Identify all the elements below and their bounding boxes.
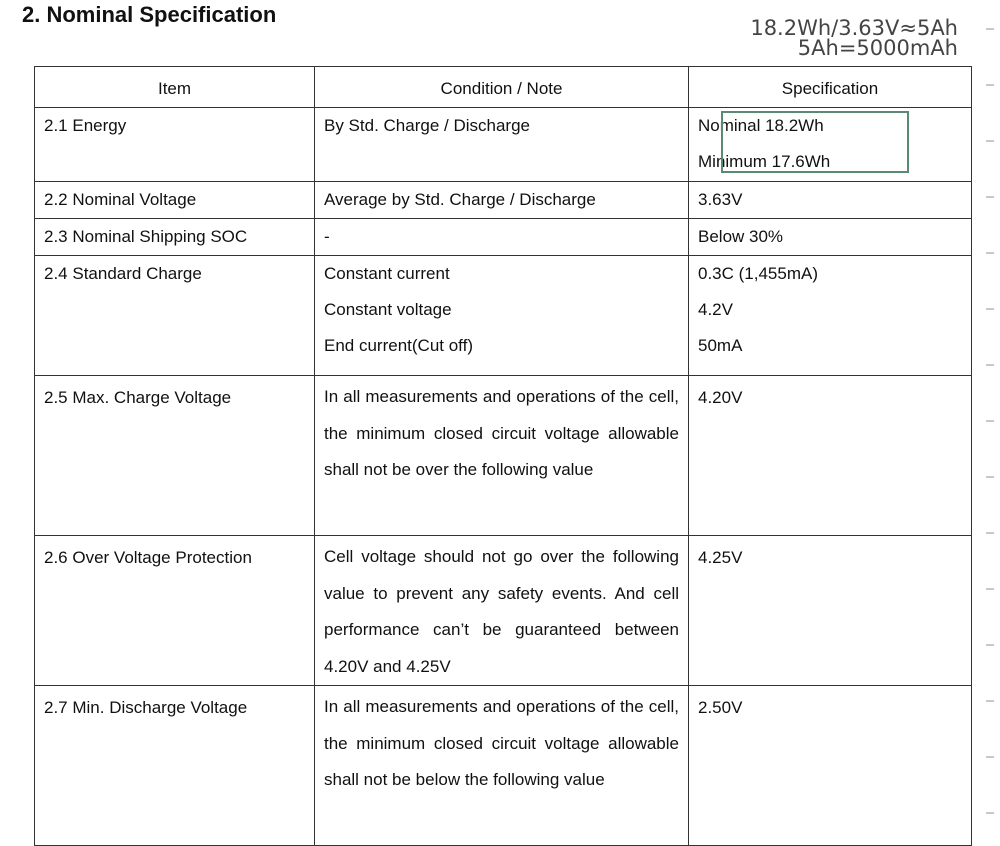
nominal-spec-table	[34, 66, 972, 846]
table-row	[35, 108, 972, 182]
table-row	[35, 536, 972, 686]
item-cell	[35, 108, 315, 182]
condition-cell	[315, 536, 689, 686]
condition-text: Constant current	[324, 264, 450, 283]
spec-value: 4.20V	[698, 388, 743, 407]
condition-paragraph: In all measurements and operations of the cell, the minimum closed circuit voltage allowable shall not be below the following value	[324, 697, 679, 789]
item-label: 2.2 Nominal Voltage	[44, 190, 197, 209]
specification-cell	[689, 256, 972, 376]
handwritten-annotation	[750, 18, 958, 58]
item-cell	[35, 256, 315, 376]
header-item: Item	[35, 67, 315, 108]
spec-value: 4.2V	[698, 300, 733, 319]
condition-cell	[315, 256, 689, 376]
condition-cell	[315, 686, 689, 846]
item-label: 2.4 Standard Charge	[44, 264, 202, 283]
item-cell	[35, 376, 315, 536]
table-row	[35, 256, 972, 376]
item-label: 2.3 Nominal Shipping SOC	[44, 227, 248, 246]
spec-value: 0.3C (1,455mA)	[698, 264, 818, 283]
table-row	[35, 219, 972, 256]
spec-value: 3.63V	[698, 190, 743, 209]
annotation-line-2: 5Ah=5000mAh	[797, 36, 958, 60]
spec-nominal: Nominal 18.2Wh	[698, 116, 824, 135]
item-label: 2.5 Max. Charge Voltage	[44, 388, 232, 407]
table-row	[35, 182, 972, 219]
specification-cell	[689, 108, 972, 182]
section-title: 2. Nominal Specification	[22, 2, 277, 27]
condition-cell	[315, 108, 689, 182]
item-cell	[35, 219, 315, 256]
spec-minimum: Minimum 17.6Wh	[698, 152, 831, 171]
condition-text: Constant voltage	[324, 300, 452, 319]
table-row	[35, 376, 972, 536]
header-condition: Condition / Note	[315, 67, 689, 108]
item-label: 2.1 Energy	[44, 116, 127, 135]
condition-cell	[315, 219, 689, 256]
item-label: 2.6 Over Voltage Protection	[44, 548, 252, 567]
spec-value: 2.50V	[698, 698, 743, 717]
condition-cell	[315, 182, 689, 219]
spec-value: 50mA	[698, 336, 743, 355]
condition-text: Average by Std. Charge / Discharge	[324, 190, 596, 209]
annotation-line-1: 18.2Wh/3.63V≈5Ah	[750, 16, 958, 40]
table-row	[35, 686, 972, 846]
condition-text: -	[324, 227, 330, 246]
scrollbar-track	[986, 20, 994, 839]
spec-value: Below 30%	[698, 227, 784, 246]
specification-cell	[689, 376, 972, 536]
condition-text: By Std. Charge / Discharge	[324, 116, 530, 135]
item-cell	[35, 536, 315, 686]
specification-cell	[689, 219, 972, 256]
table-header-row	[35, 67, 972, 108]
item-cell	[35, 182, 315, 219]
condition-cell	[315, 376, 689, 536]
specification-cell	[689, 182, 972, 219]
spec-value: 4.25V	[698, 548, 743, 567]
specification-cell	[689, 536, 972, 686]
header-specification: Specification	[689, 67, 972, 108]
condition-paragraph: In all measurements and operations of the cell, the minimum closed circuit voltage allowable shall not be over the following value	[324, 387, 679, 479]
item-label: 2.7 Min. Discharge Voltage	[44, 698, 248, 717]
condition-paragraph: Cell voltage should not go over the following value to prevent any safety events. And cell performance can’t be guaranteed between 4.20V and 4.25V	[324, 547, 679, 676]
condition-text: End current(Cut off)	[324, 336, 473, 355]
specification-cell	[689, 686, 972, 846]
item-cell	[35, 686, 315, 846]
